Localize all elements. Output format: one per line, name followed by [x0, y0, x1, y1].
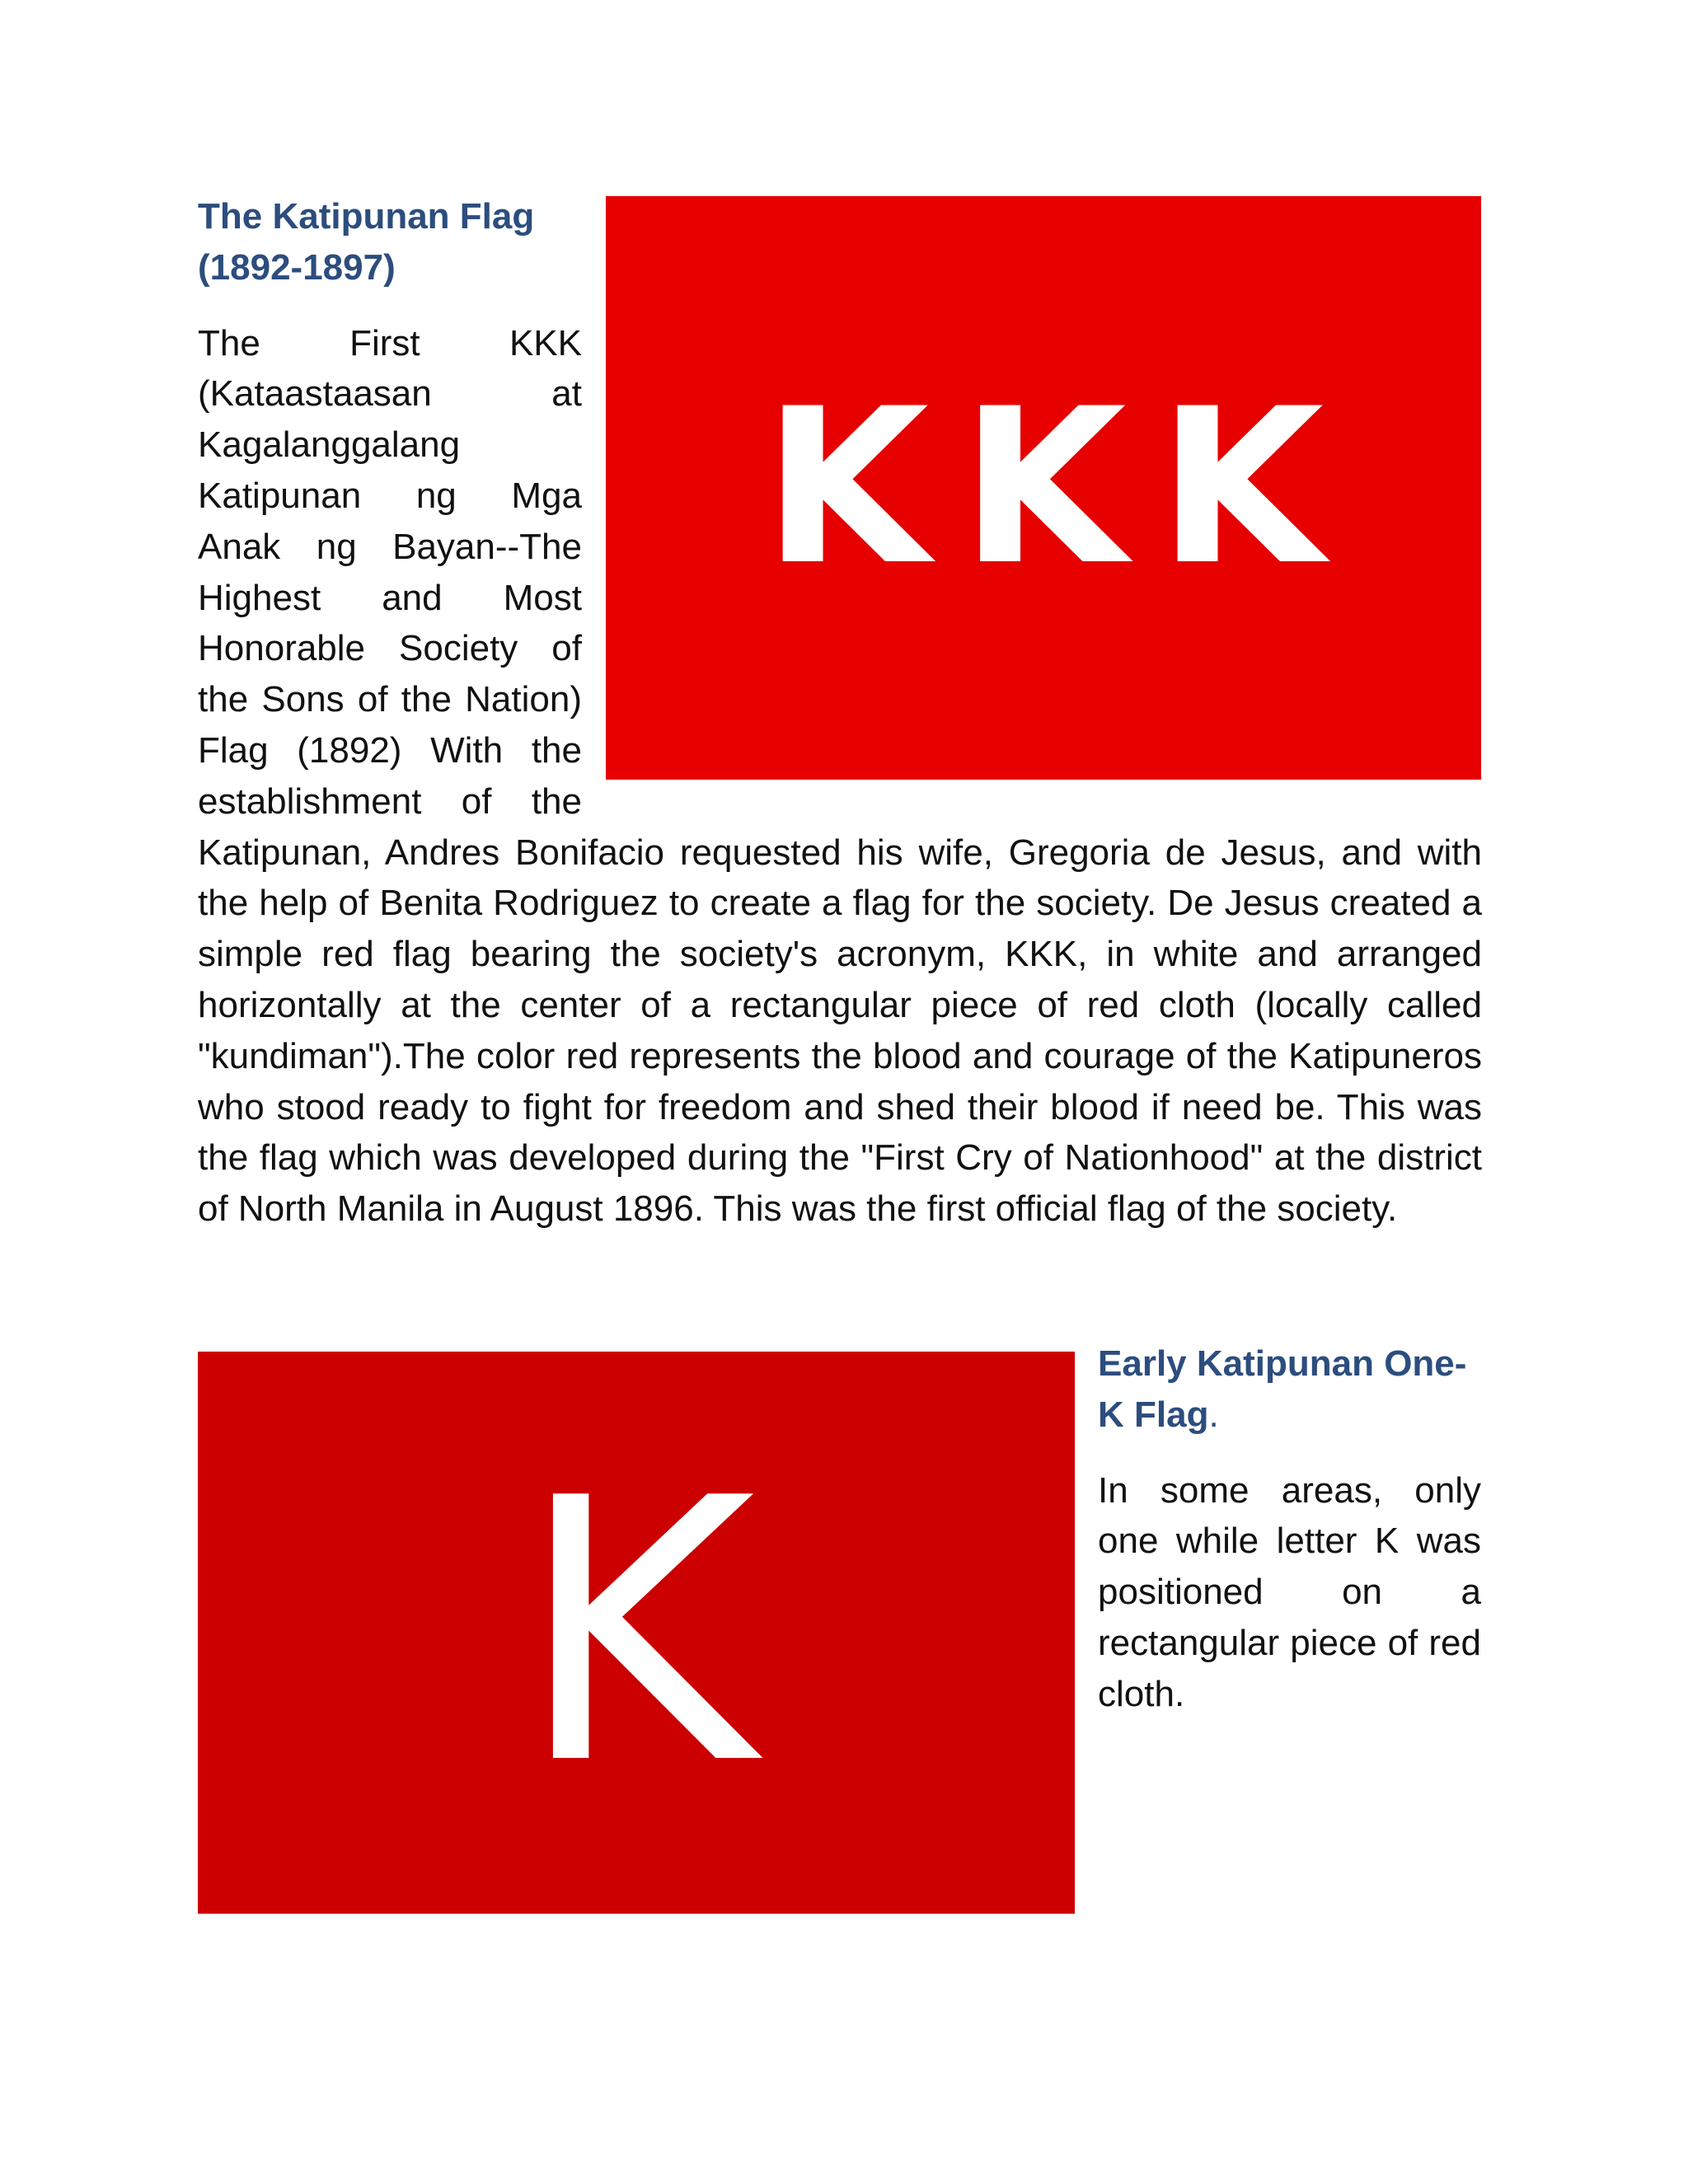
kkk-flag-letters: KKK — [762, 363, 1356, 612]
section-heading-katipunan-flag: The Katipunan Flag (1892-1897) — [198, 196, 535, 288]
one-k-flag-image — [198, 1352, 1075, 1914]
section-heading-one-k-flag — [1098, 1338, 1481, 1441]
flag-wrap-spacer — [582, 191, 1482, 778]
section-one-k-flag — [1098, 1338, 1481, 1720]
section-katipunan-flag — [198, 191, 1482, 1235]
one-k-flag-letter: K — [517, 1422, 756, 1844]
heading-period: . — [1208, 1394, 1219, 1435]
heading-text: Early Katipunan One-K Flag — [1098, 1343, 1467, 1435]
section-body-one-k-flag: In some areas, only one while letter K was positioned on a rectangular piece of red cloth. — [1098, 1469, 1481, 1714]
section-body-katipunan-flag: The First KKK (Kataastaasan at Kagalanggalang Katipunan ng Mga Anak ng Bayan--The Highest and Most Honorable Society of the Sons of the Nation) Flag (1892) With the establishment of the Katipunan, Andres Bonifacio requested his wife, Gregoria de Jesus, and with the help of Benita Rodriguez to create a flag for the society. De Jesus created a simple red flag bearing the society's acronym, KKK, in white and arranged horizontally at the center of a rectangular piece of red cloth (locally called "kundiman").The color red represents the blood and courage of the Katipuneros who stood ready to fight for freedom and shed their blood if need be. This was the flag which was developed during the "First Cry of Nationhood" at the district of North Manila in August 1896. This was the first official flag of the society. — [198, 322, 1482, 1230]
